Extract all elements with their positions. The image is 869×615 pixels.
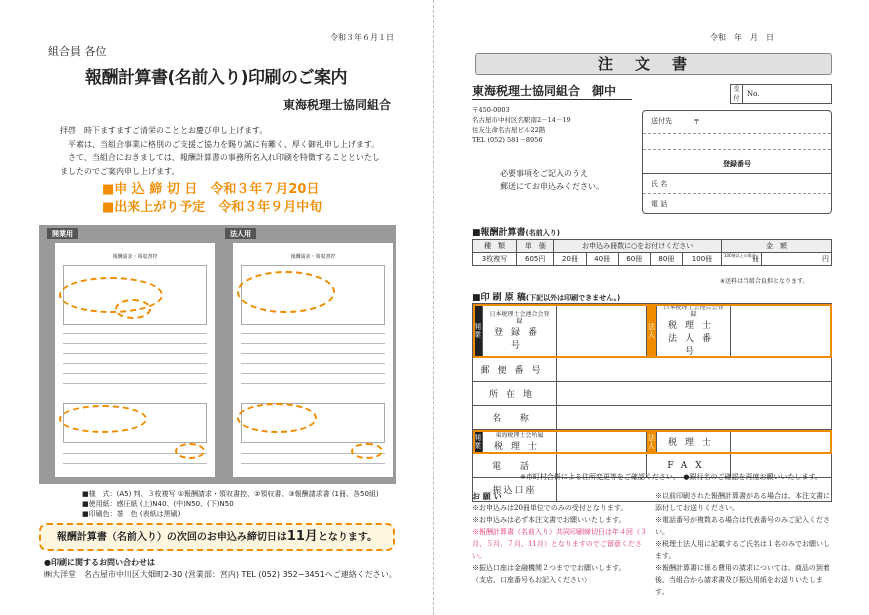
postal-label: 郵便番号 <box>473 358 557 382</box>
request-item: ※税理士法人用に記載するご氏名は１名のみでお願いします。 <box>655 540 830 560</box>
address-line: TEL (052) 581－8956 <box>472 136 543 144</box>
greeting-line: さて、当組合におきましては、報酬計算書の事務所名入れ印刷を特徴することといたし <box>60 153 380 162</box>
zeirishi-cell <box>483 430 557 454</box>
price-section-title <box>472 225 560 238</box>
receipt-label: 受付 <box>731 85 743 103</box>
requests-right <box>655 490 835 598</box>
registration-cell <box>483 304 557 358</box>
sheet-line <box>241 373 385 374</box>
price-title: ■報酬計算書 <box>472 228 526 238</box>
next-deadline-notice <box>39 523 395 551</box>
highlight-oval <box>175 443 205 459</box>
postal-mark: 〒 <box>693 118 700 126</box>
phone-label: 電 話 <box>651 200 668 208</box>
tag-kaigyo: 開業用 <box>47 228 78 239</box>
corp-reg-label: 税理士法人番号 <box>667 321 719 357</box>
zeirishi-input[interactable] <box>557 430 647 454</box>
row-type: 3枚複写 <box>473 253 517 266</box>
hojin-zeirishi-input[interactable] <box>731 430 832 454</box>
highlight-oval <box>115 299 151 319</box>
qty-option[interactable]: 80冊 <box>650 253 682 266</box>
request-item: ※振込口座は金融機関２つまででお願いします。 <box>472 564 626 572</box>
request-item: （支店、口座番号もお記入ください） <box>472 576 591 584</box>
belong-small: 東海税理士会所属 <box>495 431 544 439</box>
request-item: ※電話番号が複数ある場合は代表番号のみご記入ください。 <box>655 516 830 536</box>
corp-registration-cell <box>657 304 731 358</box>
sender-label: 送付先 <box>651 117 672 125</box>
header-unit: 単 価 <box>516 240 554 253</box>
row-unit: 605円 <box>516 253 554 266</box>
shipping-note: ※送料は当組合負担となります。 <box>720 278 809 285</box>
print-note: ※市町村合併による住所変更等をご確認ください。 ●銀行名のご確認を再度お願いいたします。 <box>520 473 822 481</box>
order-date[interactable]: 令和 年 月 日 <box>710 33 774 42</box>
request-item: ※以前印刷された報酬計算書がある場合は、本注文書に添付してお送りください。 <box>655 492 830 512</box>
spec-item: ■使用紙：感圧紙 (上)N40、(中)N50、(下)N50 <box>82 500 234 508</box>
sheet-line <box>63 343 207 344</box>
underline <box>472 99 632 100</box>
members-salutation: 組合員 各位 <box>48 45 107 58</box>
inquiry-block <box>44 557 397 581</box>
print-subtitle: (下記以外は印刷できません。) <box>525 294 621 302</box>
order-form-title: 注文書 <box>475 53 832 75</box>
hojin-tag: 法人 <box>647 304 657 358</box>
reg-small: 日本税理士会連合会登録 <box>489 310 550 325</box>
inquiry-title: ●印刷に関するお問い合わせは <box>44 558 155 567</box>
sheet-line <box>241 383 385 384</box>
address-input-line[interactable] <box>643 133 831 134</box>
greeting-line: ましたのでご案内申し上げます。 <box>60 166 180 176</box>
kaigyo-tag: 開業 <box>473 430 483 454</box>
sheet-line <box>63 353 207 354</box>
recipient-org: 東海税理士協同組合 御中 <box>472 84 617 98</box>
address-input-line[interactable] <box>643 149 831 150</box>
sheet-line <box>241 363 385 364</box>
header-qty: お申込み冊数に○をお付けください <box>554 240 722 253</box>
hojin-tag: 法人 <box>647 430 657 454</box>
mailing-hint <box>500 167 604 193</box>
sheet-line <box>241 333 385 334</box>
requests-title: お 願 い <box>472 492 502 501</box>
divider <box>643 173 831 174</box>
price-subtitle: (名前入り) <box>525 229 560 237</box>
highlight-oval <box>351 443 383 459</box>
title-input[interactable] <box>557 406 832 430</box>
header-type: 種 類 <box>473 240 517 253</box>
sheet-line <box>241 463 385 464</box>
sender-box <box>642 110 832 214</box>
receipt-number-box <box>730 84 832 104</box>
notice-text: 報酬計算書（名前入り）の次回のお申込み締切日は <box>56 532 287 543</box>
hint-line: 郵送にてお申込みください。 <box>500 182 604 191</box>
registration-label: 登録番号 <box>723 159 751 168</box>
greeting-line: 平素は、当組合事業に格別のご支援ご協力を賜り誠に有難く、厚く御礼申し上げます。 <box>60 139 380 149</box>
reg-label: 登録番号 <box>493 327 545 351</box>
qty-option[interactable]: 20冊 <box>554 253 586 266</box>
address-line: 住友生命名古屋ビル22階 <box>472 126 546 134</box>
qty-option[interactable]: 40冊 <box>586 253 618 266</box>
title-label: 名 称 <box>473 406 557 430</box>
amount-unit: 円 <box>822 255 829 263</box>
sheet-line <box>63 383 207 384</box>
page-title: 報酬計算書(名前入り)印刷のご案内 <box>85 68 348 88</box>
sheet-line <box>63 373 207 374</box>
location-input[interactable] <box>557 382 832 406</box>
print-title: ■印 刷 原 稿 <box>472 293 526 303</box>
qty-custom-note: 100冊以上の場合 <box>724 253 756 258</box>
sample-panel <box>39 225 396 484</box>
greeting-line: 拝啓 時下ますますご清栄のこととお慶び申し上げます。 <box>60 126 268 135</box>
bank-label: 振込口座 <box>473 478 557 502</box>
address-line: 名古屋市中村区名駅南2－14－19 <box>472 116 571 124</box>
left-date: 令和３年６月１日 <box>330 33 394 42</box>
tag-hojin: 法人用 <box>225 228 256 239</box>
highlight-oval <box>59 405 147 433</box>
request-item: ※お申込みは必ず本注文書でお願いいたします。 <box>472 516 626 524</box>
deadline-block <box>102 181 322 217</box>
spec-item: ■様 式：(A5) 判、３枚複写 ①報酬請求・領収書控、②領収書、③報酬請求書 (1冊、各50組) <box>82 490 379 498</box>
qty-custom[interactable] <box>722 253 762 266</box>
qty-option[interactable]: 60冊 <box>618 253 650 266</box>
tel-label: 電 話 <box>473 454 557 478</box>
request-item: ※報酬計算書に係る費用の請求については、商品の到着後、当組合から請求書及び振込用紙をお送りいたします。 <box>655 564 830 596</box>
print-section-title <box>472 290 620 303</box>
hojin-zeirishi-label: 税理士 <box>657 430 731 454</box>
sheet-line <box>63 363 207 364</box>
kaigyo-tag: 開業 <box>473 304 483 358</box>
sheet-line <box>63 333 207 334</box>
org-name: 東海税理士協同組合 <box>283 98 392 112</box>
location-label: 所在地 <box>473 382 557 406</box>
sheet-line <box>241 343 385 344</box>
sheet-title: 報酬請求・領収書控 <box>290 254 336 260</box>
notice-text: となります。 <box>317 532 378 543</box>
corp-registration-input[interactable] <box>731 304 832 358</box>
deadline-complete: ■出来上がり予定 令和３年９月中旬 <box>102 200 323 215</box>
requests-left <box>472 502 652 586</box>
fax-label: FAX <box>647 454 731 478</box>
receipt-no: No. <box>747 90 760 98</box>
qty-unit: 冊 <box>752 255 759 263</box>
deadline-apply: ■申 込 締 切 日 令和３年７月20日 <box>102 182 320 197</box>
corp-small: 日本税理士会連合会登録 <box>663 304 724 318</box>
spec-list <box>82 489 379 519</box>
sheet-line <box>241 353 385 354</box>
qty-option[interactable]: 100冊 <box>682 253 721 266</box>
hint-line: 必要事項をご記入のうえ <box>500 169 588 178</box>
sheet-line <box>63 463 207 464</box>
page-gutter <box>433 0 434 615</box>
org-address <box>472 105 571 145</box>
request-item-highlight: ※報酬計算書（名前入り）共同印刷締切日は年４回（３月、５月、７月、11月）となりますのでご留意ください。 <box>472 528 647 560</box>
inquiry-body: ㈱大洋堂 名古屋市中川区大畑町2-30 (営業部：宮内) TEL (052) 352−3451へご連絡ください。 <box>44 570 397 579</box>
highlight-oval <box>237 403 317 433</box>
sheet-title: 報酬請求・領収書控 <box>112 254 158 260</box>
spec-item: ■印刷色：茶 色 (表紙は黒刷) <box>82 510 181 518</box>
request-item: ※お申込みは20冊単位でのみの受付となります。 <box>472 504 628 512</box>
greeting-text <box>60 124 390 178</box>
zeirishi-label: 税理士 <box>493 441 545 452</box>
sample-sheet-hojin <box>233 243 393 477</box>
name-label: 氏 名 <box>651 180 668 188</box>
sample-sheet-kaigyo <box>55 243 215 477</box>
registration-input[interactable] <box>557 304 647 358</box>
address-line: 〒450-0003 <box>472 106 510 114</box>
header-amount: 金 額 <box>722 240 832 253</box>
postal-input[interactable] <box>557 358 832 382</box>
name-input-line[interactable] <box>643 193 831 194</box>
price-table <box>472 239 832 266</box>
amount-field[interactable] <box>762 253 832 266</box>
notice-month: 11月 <box>286 529 318 544</box>
highlight-oval <box>237 271 335 313</box>
